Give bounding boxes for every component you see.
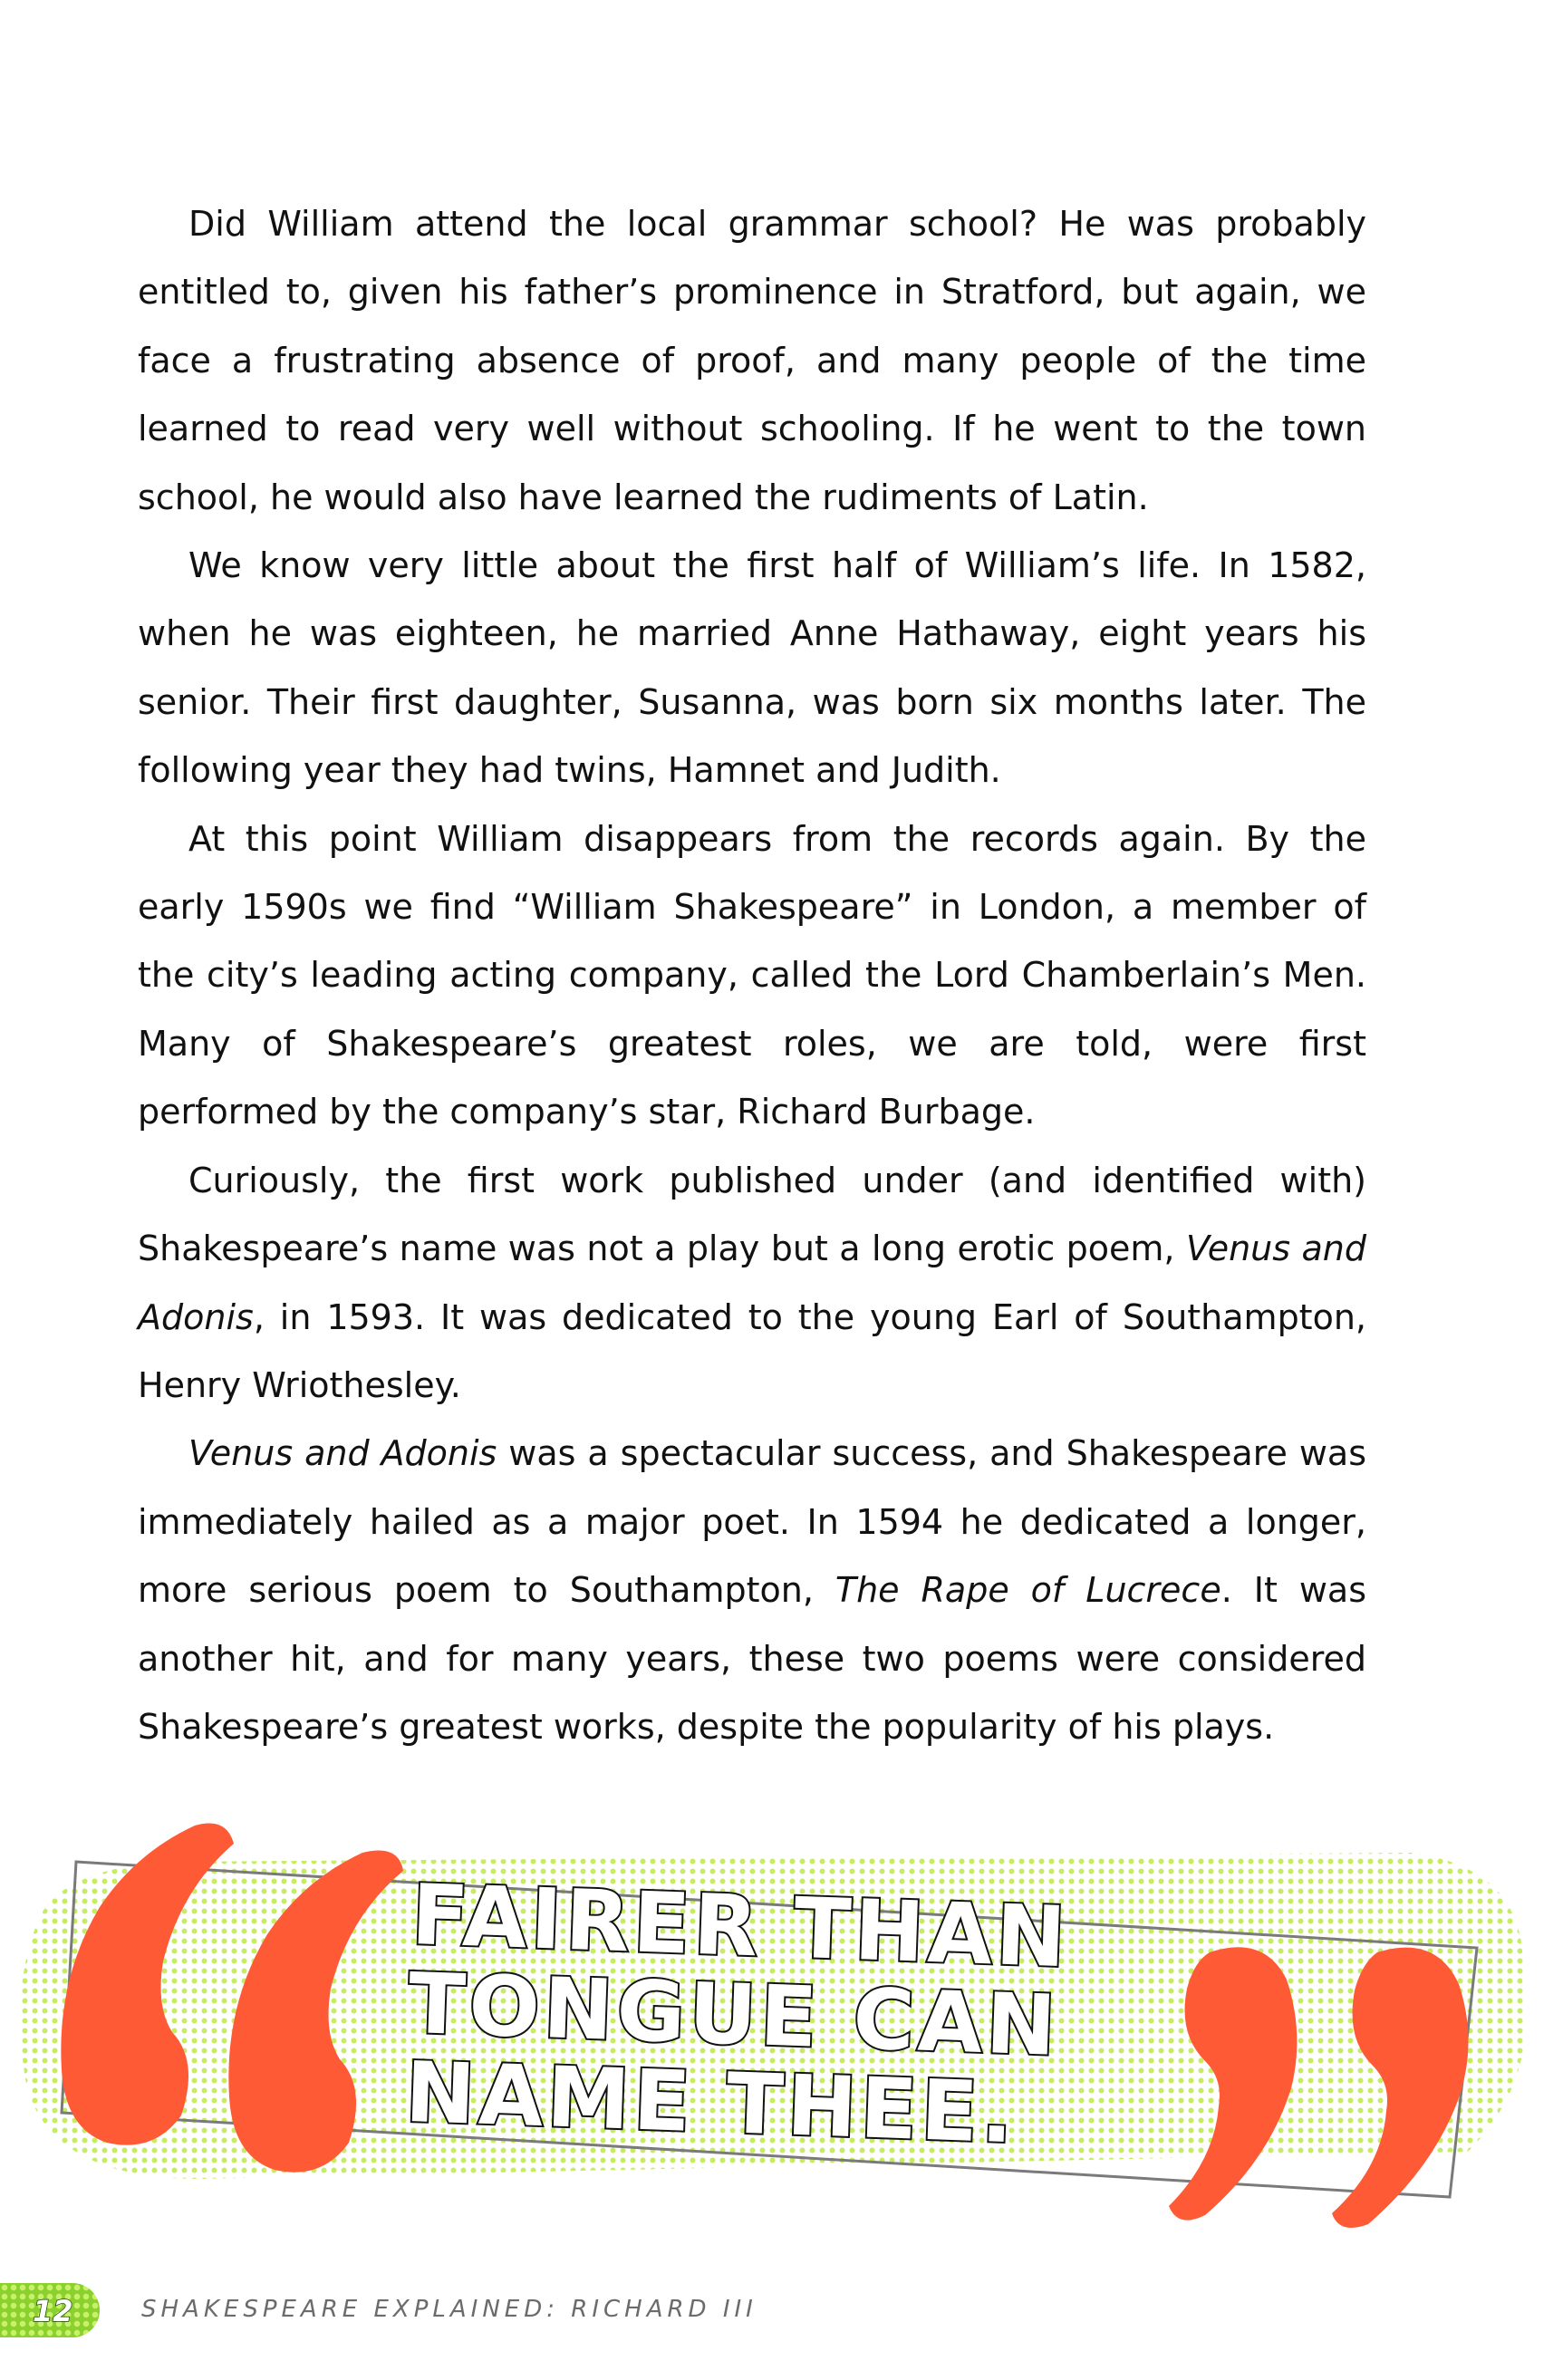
paragraph-text: was a spectacular success, and Shakespeare was immediately hailed as a major poet. In 1594 he dedicated a longer, more serious poem to Southampton, [138, 1433, 1366, 1611]
page-footer [0, 2283, 1563, 2337]
pull-quote-line: NAME THEE. [403, 2043, 1018, 2163]
pull-quote-text [403, 1866, 1229, 2165]
paragraph-text: , in 1593. It was dedicated to the young Earl of Southampton, Henry Wriothesley. [138, 1296, 1366, 1405]
page-number: 12 [33, 2294, 73, 2328]
paragraph [138, 532, 1366, 805]
running-title: SHAKESPEARE EXPLAINED: RICHARD III [141, 2296, 757, 2323]
body-text [138, 190, 1366, 1761]
paragraph-text: At this point William disappears from the records again. By the early 1590s we find “William Shakespeare” in London, a member of the city’s leading acting company, called the Lord Chamberlain’s Men. Many of Shakespeare’s greatest roles, we are told, were first performed by the company’s star, Richard Burbage. [138, 818, 1366, 1132]
pull-quote-line: FAIRER THAN [410, 1866, 1071, 1987]
paragraph [138, 805, 1366, 1147]
paragraph-text: Did William attend the local grammar school? He was probably entitled to, given his father’s prominence in Stratford, but again, we face a frustrating absence of proof, and many people of the time learned to read very well without schooling. If he went to the town school, he would also have learned the rudiments of Latin. [138, 204, 1366, 517]
paragraph-text: We know very little about the first half of William’s life. In 1582, when he was eighteen, he married Anne Hathaway, eight years his senior. Their first daughter, Susanna, was born six months later. The following year they had twins, Hamnet and Judith. [138, 545, 1366, 791]
poem-title: The Rape of Lucrece [835, 1570, 1221, 1611]
pull-quote-line: TONGUE CAN [407, 1954, 1062, 2075]
paragraph [138, 190, 1366, 532]
paragraph [138, 1420, 1366, 1761]
paragraph [138, 1147, 1366, 1421]
poem-title: Venus and Adonis [138, 1229, 1367, 1337]
paragraph-text: Curiously, the first work published under (and identified with) Shakespeare’s name was not a play but a long erotic poem, [138, 1160, 1366, 1269]
paragraph-text: . It was another hit, and for many years, these two poems were considered Shakespeare’s greatest works, despite the popularity of his plays. [138, 1570, 1366, 1747]
poem-title: Venus and Adonis [188, 1433, 497, 1474]
